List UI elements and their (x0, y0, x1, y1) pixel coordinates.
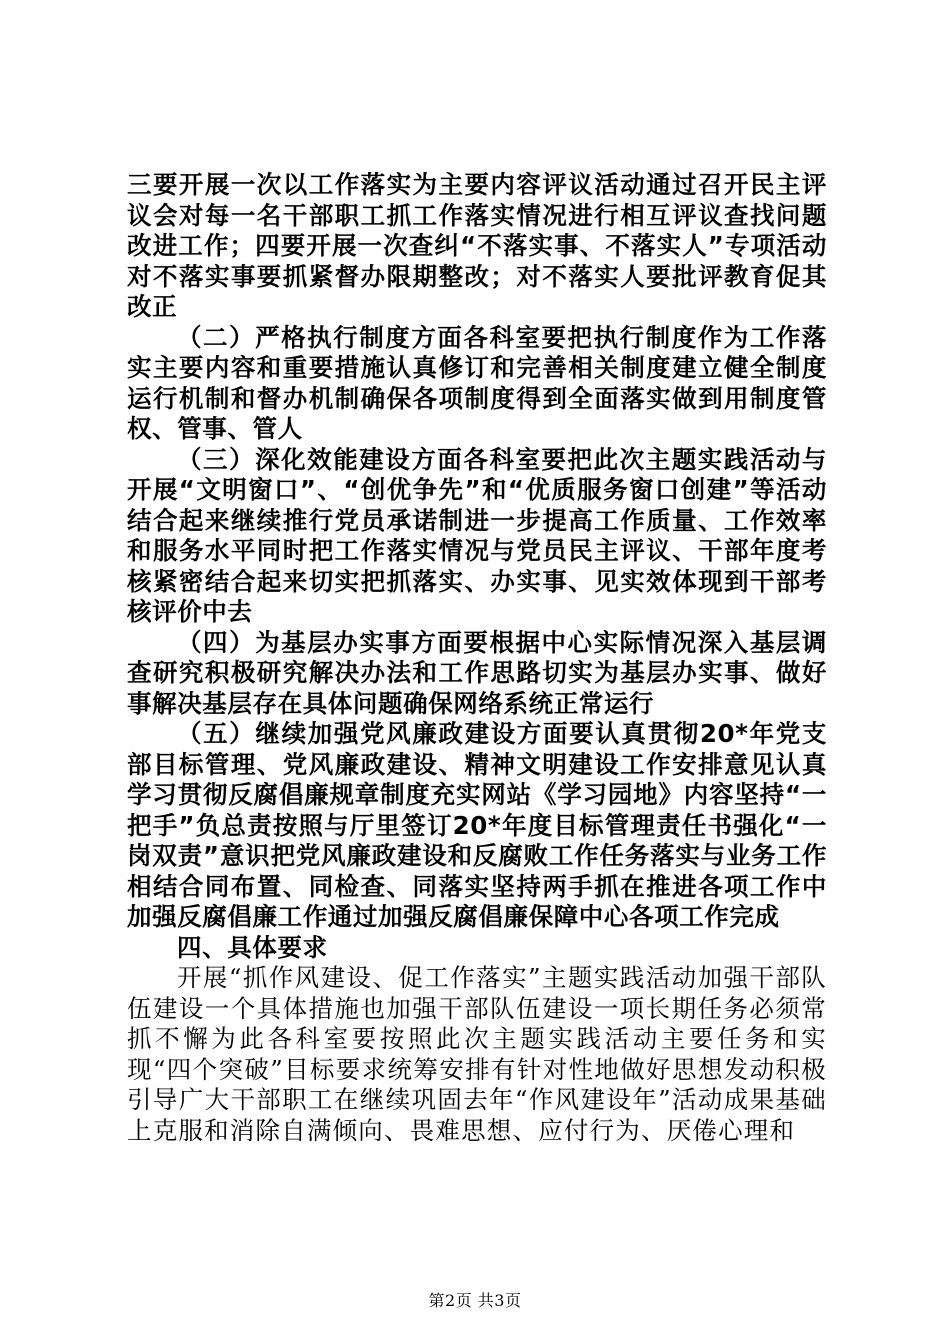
paragraph-section-2: （二）严格执行制度方面各科室要把执行制度作为工作落实主要内容和重要措施认真修订和完善相关制度建立健全制度运行机制和督办机制确保各项制度得到全面落实做到用制度管权、管事、管人 (127, 322, 827, 443)
paragraph-continuation: 三要开展一次以工作落实为主要内容评议活动通过召开民主评议会对每一名干部职工抓工作落实情况进行相互评议查找问题改进工作；四要开展一次查纠“不落实事、不落实人”专项活动对不落实事要抓紧督办限期整改；对不落实人要批评教育促其改正 (127, 170, 827, 321)
paragraph-section-3: （三）深化效能建设方面各科室要把此次主题实践活动与开展“文明窗口”、“创优争先”和“优质服务窗口创建”等活动结合起来继续推行党员承诺制进一步提高工作质量、工作效率和服务水平同时把工作落实情况与党员民主评议、干部年度考核紧密结合起来切实把抓落实、办实事、见实效体现到干部考核评价中去 (127, 444, 827, 626)
paragraph-section-4: （四）为基层办实事方面要根据中心实际情况深入基层调查研究积极研究解决办法和工作思路切实为基层办实事、做好事解决基层存在具体问题确保网络系统正常运行 (127, 627, 827, 718)
document-body (127, 170, 827, 1146)
paragraph-section-5: （五）继续加强党风廉政建设方面要认真贯彻20*年党支部目标管理、党风廉政建设、精神文明建设工作安排意见认真学习贯彻反腐倡廉规章制度充实网站《学习园地》内容坚持“一把手”负总责按照与厅里签订20*年度目标管理责任书强化“一岗双责”意识把党风廉政建设和反腐败工作任务落实与业务工作相结合同布置、同检查、同落实坚持两手抓在推进各项工作中加强反腐倡廉工作通过加强反腐倡廉保障中心各项工作完成 (127, 719, 827, 931)
page-footer: 第2页 共3页 (428, 1291, 522, 1310)
paragraph-requirements: 开展“抓作风建设、促工作落实”主题实践活动加强干部队伍建设一个具体措施也加强干部队伍建设一项长期任务必须常抓不懈为此各科室要按照此次主题实践活动主要任务和实现“四个突破”目标要求统筹安排有针对性地做好思想发动积极引导广大干部职工在继续巩固去年“作风建设年”活动成果基础上克服和消除自满倾向、畏难思想、应付行为、厌倦心理和 (127, 963, 827, 1145)
section-heading-requirements: 四、具体要求 (177, 932, 328, 962)
